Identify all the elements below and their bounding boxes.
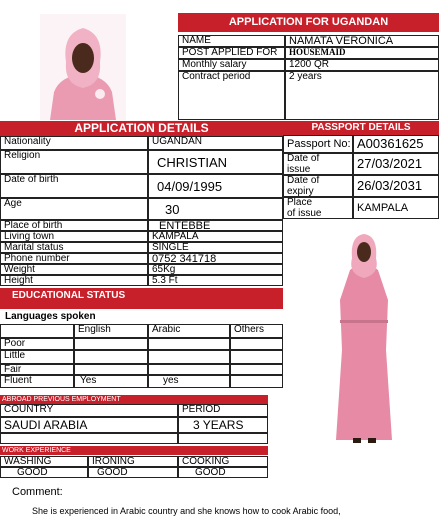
- fair-others: [230, 364, 283, 375]
- full-body-photo: [328, 230, 400, 450]
- level-little: Little: [0, 350, 74, 364]
- little-english: [74, 350, 148, 364]
- height-label: Height: [0, 275, 148, 286]
- country-label: COUNTRY: [0, 404, 178, 417]
- dob-label: Date of birth: [0, 174, 148, 198]
- poor-others: [230, 338, 283, 350]
- skill-ironing: IRONING: [88, 456, 178, 467]
- col-others: Others: [230, 324, 283, 338]
- name-value: NAMATA VERONICA: [285, 35, 439, 47]
- salary-label: Monthly salary: [178, 59, 285, 71]
- age-value: 30: [148, 198, 283, 220]
- level-cooking: GOOD: [178, 467, 268, 478]
- col-arabic: Arabic: [148, 324, 230, 338]
- period-label: PERIOD: [178, 404, 268, 417]
- abroad-empty-left: [0, 433, 178, 444]
- height-value: 5.3 Ft: [148, 275, 283, 286]
- fair-english: [74, 364, 148, 375]
- contract-label: Contract period: [178, 71, 285, 120]
- lang-corner: [0, 324, 74, 338]
- fluent-arabic: yes: [148, 375, 230, 388]
- level-poor: Poor: [0, 338, 74, 350]
- post-value: HOUSEMAID: [285, 47, 439, 59]
- living-value: KAMPALA: [148, 231, 283, 242]
- pob-value: ENTEBBE: [148, 220, 283, 231]
- nationality-label: Nationality: [0, 136, 148, 150]
- languages-title: Languages spoken: [5, 311, 96, 322]
- skill-washing: WASHING: [0, 456, 88, 467]
- place-issue-value: KAMPALA: [353, 197, 439, 219]
- passport-no-value: A00361625: [353, 135, 439, 153]
- phone-label: Phone number: [0, 253, 148, 264]
- issue-label: Date of issue: [283, 153, 353, 175]
- abroad-empty-right: [178, 433, 268, 444]
- contract-value: 2 years: [285, 71, 439, 120]
- post-label: POST APPLIED FOR: [178, 47, 285, 59]
- pob-label: Place of birth: [0, 220, 148, 231]
- level-fluent: Fluent: [0, 375, 74, 388]
- name-label: NAME: [178, 35, 285, 47]
- comment-label: Comment:: [12, 486, 63, 498]
- issue-value: 27/03/2021: [353, 153, 439, 175]
- place-issue-label: Place of issue: [283, 197, 353, 219]
- age-label: Age: [0, 198, 148, 220]
- expiry-label: Date of expiry: [283, 175, 353, 197]
- portrait-photo: [40, 14, 126, 120]
- salary-value: 1200 QR: [285, 59, 439, 71]
- religion-label: Religion: [0, 150, 148, 174]
- expiry-value: 26/03/2031: [353, 175, 439, 197]
- fluent-english: Yes: [74, 375, 148, 388]
- level-washing: GOOD: [0, 467, 88, 478]
- abroad-title: ABROAD PREVIOUS EMPLOYMENT: [0, 395, 268, 404]
- application-title: APPLICATION DETAILS: [0, 121, 283, 136]
- level-ironing: GOOD: [88, 467, 178, 478]
- education-title: EDUCATIONAL STATUS: [0, 288, 283, 309]
- work-title: WORK EXPERIENCE: [0, 446, 268, 455]
- passport-no-label: Passport No:: [283, 135, 353, 153]
- level-fair: Fair: [0, 364, 74, 375]
- marital-value: SINGLE: [148, 242, 283, 253]
- living-label: Living town: [0, 231, 148, 242]
- col-english: English: [74, 324, 148, 338]
- nationality-value: UGANDAN: [148, 136, 283, 150]
- religion-value: CHRISTIAN: [148, 150, 283, 174]
- fair-arabic: [148, 364, 230, 375]
- phone-value: 0752 341718: [148, 253, 283, 264]
- dob-value: 04/09/1995: [148, 174, 283, 198]
- fluent-others: [230, 375, 283, 388]
- comment-text: She is experienced in Arabic country and she knows how to cook Arabic food,: [32, 506, 341, 516]
- marital-label: Marital status: [0, 242, 148, 253]
- period-value: 3 YEARS: [178, 417, 268, 433]
- country-value: SAUDI ARABIA: [0, 417, 178, 433]
- poor-english: [74, 338, 148, 350]
- little-arabic: [148, 350, 230, 364]
- weight-value: 65Kg: [148, 264, 283, 275]
- little-others: [230, 350, 283, 364]
- weight-label: Weight: [0, 264, 148, 275]
- header-title: APPLICATION FOR UGANDAN: [178, 13, 439, 32]
- poor-arabic: [148, 338, 230, 350]
- passport-title: PASSPORT DETAILS: [283, 121, 439, 135]
- skill-cooking: COOKING: [178, 456, 268, 467]
